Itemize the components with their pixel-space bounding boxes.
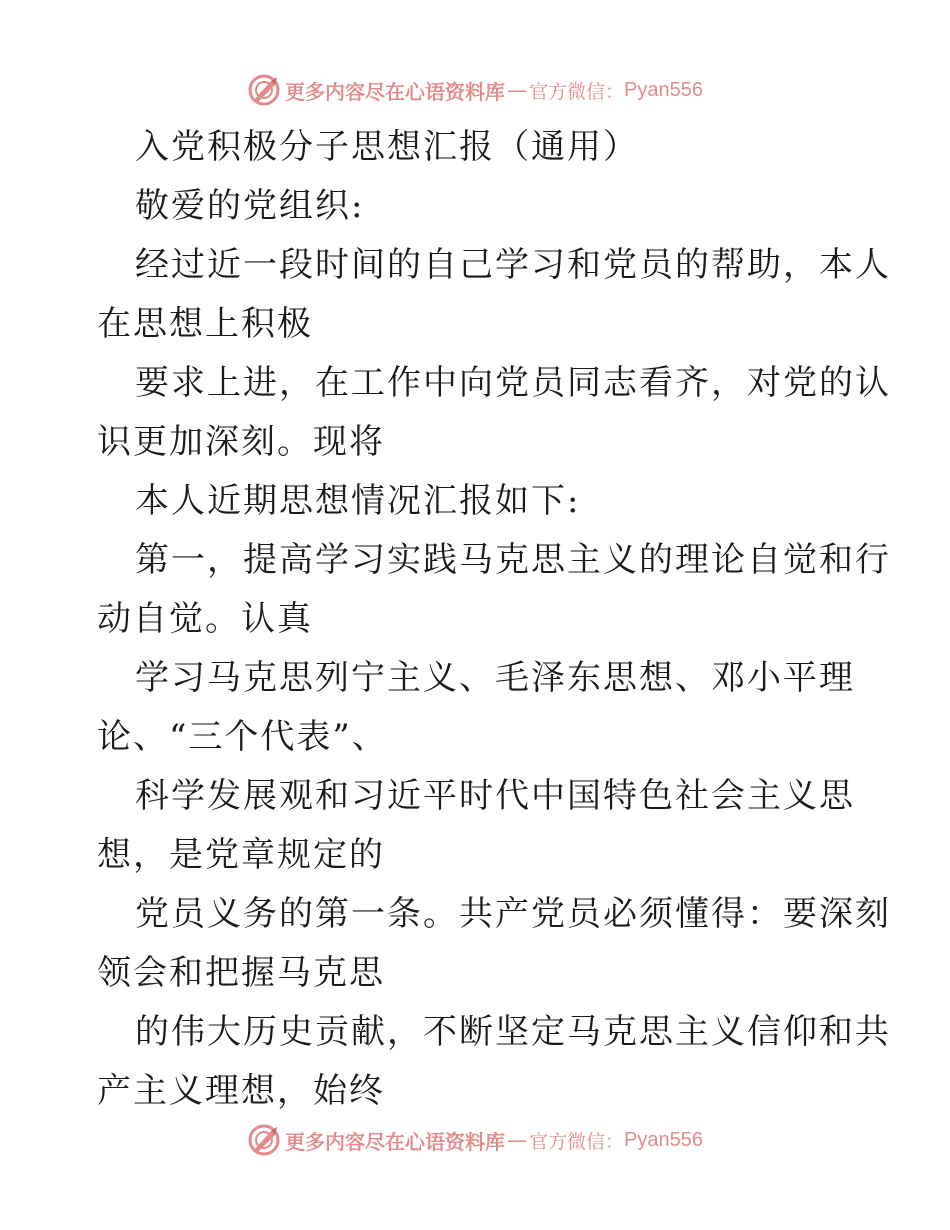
logo-icon <box>247 1123 281 1157</box>
paragraph-line: 领会和把握马克思 <box>97 953 385 993</box>
watermark-wechat-label: 官方微信： <box>529 80 625 103</box>
paragraph-line: 学习马克思列宁主义、毛泽东思想、邓小平理 <box>135 658 855 698</box>
paragraph-line: 科学发展观和习近平时代中国特色社会主义思 <box>135 776 855 816</box>
document-title: 入党积极分子思想汇报（通用） <box>135 127 639 167</box>
paragraph-line: 在思想上积极 <box>97 304 313 344</box>
paragraph-line: 本人近期思想情况汇报如下: <box>135 481 581 521</box>
paragraph-line: 动自觉。认真 <box>97 599 313 639</box>
watermark-wechat-id: Pyan556 <box>624 78 703 101</box>
watermark-wechat-label: 官方微信： <box>529 1130 625 1153</box>
paragraph-line: 想，是党章规定的 <box>97 835 385 875</box>
watermark-site-text: 更多内容尽在心语资料库 <box>285 79 505 104</box>
header-watermark <box>0 70 950 110</box>
paragraph-line: 论、“三个代表”、 <box>97 717 388 757</box>
paragraph-line: 党员义务的第一条。共产党员必须懂得：要深刻 <box>135 894 891 934</box>
logo-icon <box>247 73 281 107</box>
watermark-wechat-id: Pyan556 <box>624 1128 703 1151</box>
footer-watermark <box>0 1120 950 1160</box>
document-body <box>97 118 891 1121</box>
paragraph-line: 要求上进，在工作中向党员同志看齐，对党的认 <box>135 363 891 403</box>
watermark-dash: — <box>507 78 527 102</box>
paragraph-line: 第一，提高学习实践马克思主义的理论自觉和行 <box>135 540 891 580</box>
watermark-dash: — <box>507 1128 527 1152</box>
paragraph-line: 产主义理想，始终 <box>97 1071 385 1111</box>
paragraph-line: 识更加深刻。现将 <box>97 422 385 462</box>
watermark-site-text: 更多内容尽在心语资料库 <box>285 1129 505 1154</box>
salutation: 敬爱的党组织: <box>135 186 365 226</box>
paragraph-line: 的伟大历史贡献，不断坚定马克思主义信仰和共 <box>135 1012 891 1052</box>
paragraph-line: 经过近一段时间的自己学习和党员的帮助，本人 <box>135 245 891 285</box>
